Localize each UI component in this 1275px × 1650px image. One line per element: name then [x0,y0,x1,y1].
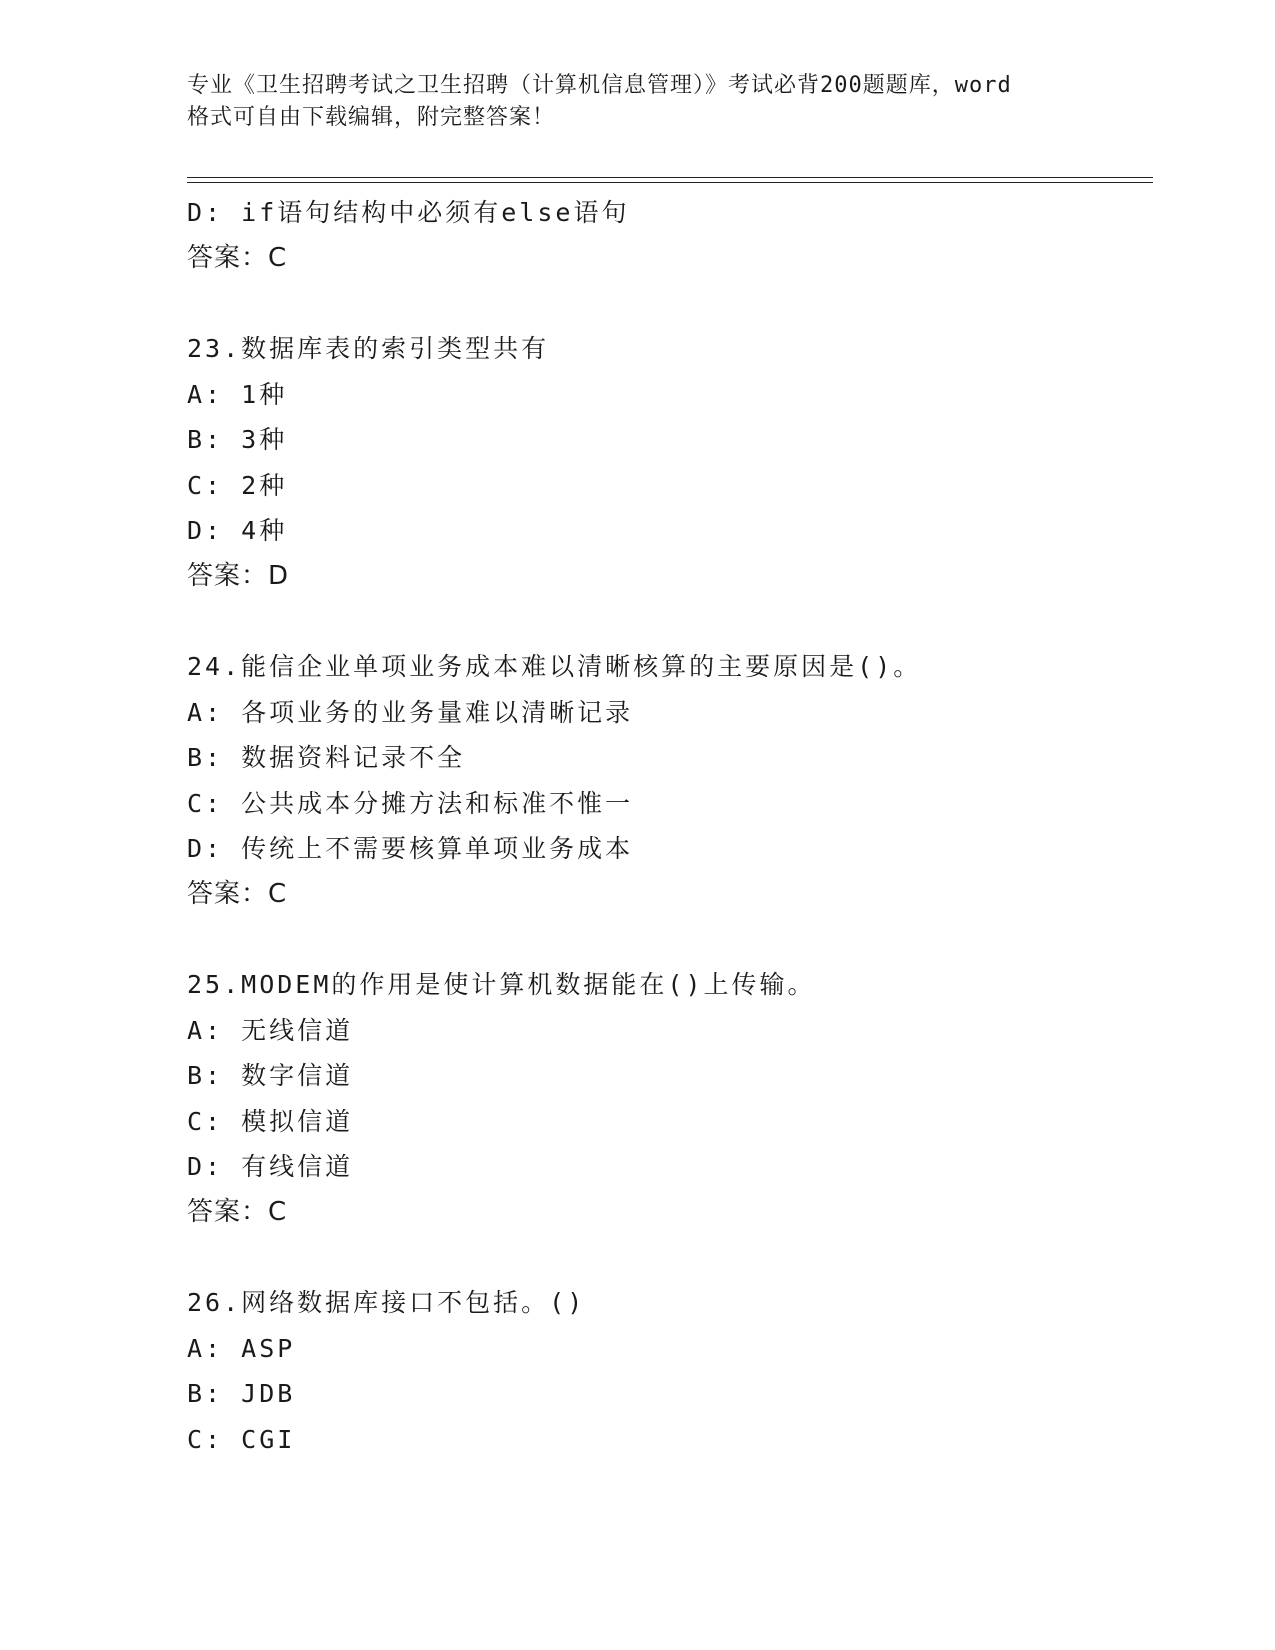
option-d: D: 传统上不需要核算单项业务成本 [187,834,634,863]
question-23 [187,326,1147,599]
header-line-1: 专业《卫生招聘考试之卫生招聘（计算机信息管理）》考试必背200题题库，word [187,73,1012,98]
question-24 [187,644,1147,917]
question-list [187,190,1147,1462]
question-stem: 25.MODEM的作用是使计算机数据能在()上传输。 [187,970,816,999]
option-c: C: 2种 [187,470,288,500]
question-22-continued [187,190,1147,281]
answer-line: 答案：C [187,878,288,909]
option-b: B: 数字信道 [187,1061,354,1090]
header-divider-bottom [187,182,1153,183]
answer-line: 答案：C [187,242,288,273]
option-a: A: ASP [187,1333,296,1363]
answer-line: 答案：D [187,560,290,591]
spacer [187,599,1147,644]
option-b: B: 3种 [187,425,288,454]
question-25 [187,962,1147,1235]
option-c: C: CGI [187,1424,296,1454]
option-b: B: 数据资料记录不全 [187,743,466,772]
question-26 [187,1280,1147,1462]
option-d: D: 4种 [187,516,288,545]
option-b: B: JDB [187,1379,296,1408]
option-a: A: 1种 [187,379,288,409]
option-a: A: 各项业务的业务量难以清晰记录 [187,697,634,727]
spacer [187,917,1147,962]
spacer [187,1235,1147,1280]
option-c: C: 模拟信道 [187,1106,354,1136]
answer-line: 答案：C [187,1196,288,1227]
header-line-2: 格式可自由下载编辑，附完整答案！ [187,105,556,130]
question-stem: 23.数据库表的索引类型共有 [187,334,550,363]
header-divider-top [187,177,1153,178]
document-header [187,70,1087,134]
question-stem: 26.网络数据库接口不包括。() [187,1288,586,1317]
option-a: A: 无线信道 [187,1015,354,1045]
option-c: C: 公共成本分摊方法和标准不惟一 [187,788,634,818]
option-d: D: if语句结构中必须有else语句 [187,198,630,227]
spacer [187,281,1147,326]
option-d: D: 有线信道 [187,1152,354,1181]
question-stem: 24.能信企业单项业务成本难以清晰核算的主要原因是()。 [187,652,922,681]
